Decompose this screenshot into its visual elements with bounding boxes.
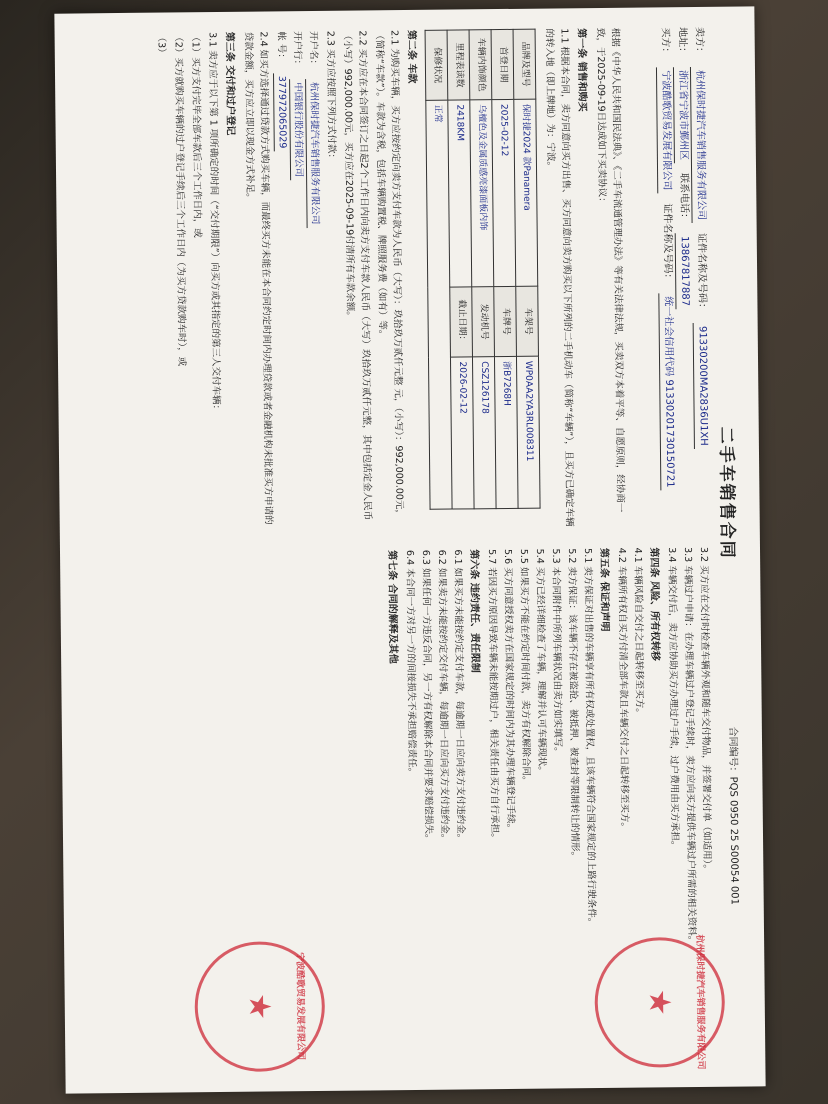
intro-paragraph: 根据《中华人民共和国民法典》、《二手车流通管理办法》等有关法律法规，买卖双方本着平等、自愿原则，经协商一致，于2025-09-19日达成如下买卖协议： bbox=[594, 27, 626, 513]
section-3-1b: （2）买方就购买车辆的过户登记手续后三个工作日内（为买方贷款购车时），或 bbox=[172, 32, 188, 367]
bank-label: 开户行： bbox=[291, 31, 303, 70]
section-title: 第四条 风险、所有权转移 bbox=[647, 547, 661, 661]
clause-paragraph: 4.1 车辆风险自交付之日起转移至买方。 bbox=[631, 547, 645, 718]
reg-date-value: 2025-02-12 bbox=[492, 99, 516, 286]
section-title: 第六条 违约责任、责任限制 bbox=[467, 549, 481, 673]
buyer-id-label: 证件名称及号码： bbox=[661, 203, 674, 284]
interior-label: 车辆内饰颜色 bbox=[469, 30, 492, 100]
clause-paragraph: 6.1 如果买方未能按约定支付车款，每逾期一日应向卖方支付违约金。 bbox=[451, 549, 467, 844]
section-2-3: 2.3 买方应按照下列方式付款： bbox=[324, 30, 337, 163]
vehicle-table bbox=[425, 29, 541, 510]
bank-value: 中国银行股份有限公司 bbox=[289, 79, 306, 180]
contract-paper bbox=[54, 6, 765, 1093]
clause-paragraph: 4.2 车辆所有权自买方付清全部车款且车辆交付之日起转移至买方。 bbox=[615, 547, 630, 832]
stamp-star-icon: ★ bbox=[642, 988, 678, 1017]
engine-no-label: 发动机号 bbox=[472, 287, 495, 357]
mileage-value: 2418KM bbox=[448, 100, 472, 287]
buyer-stamp-text: 宁波酷歌贸易发展有限公司 bbox=[294, 952, 306, 1061]
account-value: 377972065029 bbox=[273, 73, 290, 152]
warranty-value: 正常 bbox=[426, 100, 452, 509]
clause-paragraph: 6.3 如果任何一方违反合同，另一方有权解除本合同并要求赔偿损失。 bbox=[419, 549, 435, 844]
contract-title: 二手车销售合同 bbox=[715, 426, 738, 560]
seller-label: 卖方： bbox=[693, 26, 705, 58]
clause-paragraph: 5.6 买方同意授权卖方在国家规定的时间内为其办理车辆登记手续。 bbox=[501, 548, 516, 834]
engine-no-value: CSZ126178 bbox=[472, 357, 496, 509]
section-2-title: 第二条 车款 bbox=[405, 29, 418, 84]
section-1-title: 第一条 销售和购买 bbox=[575, 28, 588, 112]
brand-label: 品牌及型号 bbox=[513, 29, 536, 99]
clause-paragraph: 5.1 卖方保证对出售的车辆享有所有权或处置权，且该车辆符合国家规定的上路行驶条件。 bbox=[581, 548, 597, 928]
seller-address-label: 地址： bbox=[676, 27, 688, 58]
account-name-label: 开户名： bbox=[307, 30, 319, 70]
seller-phone: 13867817887 bbox=[675, 233, 693, 309]
seller-address: 浙江省宁波市鄞州区 bbox=[673, 67, 691, 163]
seller-id: 91330200MA2836U1XH bbox=[693, 323, 711, 449]
section-2-2: 2.2 买方应在本合同签订之日起2个工作日内向卖方支付车款人民币（大写）玖拾玖万贰仟元整，其中包括定金人民币（小写）992,000.00元，买方应在2025-09-19付清所有车款余额。 bbox=[341, 30, 373, 521]
insurance-value: 2026-02-12 bbox=[450, 357, 474, 509]
contract-left-column bbox=[152, 28, 630, 533]
contract-number: 合同编号：PQS 0950 25 S00054 001 bbox=[726, 726, 740, 906]
clause-paragraph: 6.2 如果卖方未能按约定交付车辆，每逾期一日应向买方支付违约金。 bbox=[435, 549, 451, 844]
clause-paragraph: 3.2 买方应在交付时检查车辆外观和随车交付物品，并签署交付单（如适用）。 bbox=[697, 546, 713, 874]
plate-label: 车牌号 bbox=[494, 286, 517, 356]
interior-value: 乌檀色及金属质感亮漆面板内饰 bbox=[470, 100, 494, 287]
seller-phone-label: 联系电话： bbox=[678, 173, 690, 224]
seller-id-label: 证件名称及号码： bbox=[695, 232, 708, 313]
warranty-label: 保修状况 bbox=[425, 30, 448, 100]
clause-paragraph: 5.4 买方已经详细检查了车辆，理解并认可车辆现状。 bbox=[533, 548, 548, 776]
section-1-text: 1.1 根据本合同，卖方同意向买方出售、买方同意向卖方购买以下所列的二手机动车（简称“车辆”），且买方已确定车辆的转入地（即上牌地）为：宁波。 bbox=[543, 28, 575, 527]
section-title: 第七条 合同的解释及其他 bbox=[386, 550, 399, 664]
clause-paragraph: 3.3 车辆过户申请：在办理车辆过户登记手续时，卖方应向买方提供车辆过户所需的相关资料。 bbox=[681, 547, 698, 946]
buyer-stamp bbox=[194, 941, 325, 1072]
section-3-1c: （3） bbox=[155, 32, 167, 58]
clause-paragraph: 5.3 本合同附件中所列车辆状况由卖方如实填写。 bbox=[549, 548, 564, 757]
contract-page-rotated bbox=[54, 6, 765, 1093]
plate-value: 浙B7268H bbox=[494, 356, 518, 508]
seller-stamp-text: 杭州保时捷汽车销售服务有限公司 bbox=[694, 934, 706, 1070]
seller-name: 杭州保时捷汽车销售服务有限公司 bbox=[690, 67, 709, 223]
buyer-label: 买方： bbox=[659, 27, 671, 58]
vin-label: 车架号 bbox=[516, 286, 539, 356]
section-title: 第五条 保证和声明 bbox=[597, 547, 610, 632]
mileage-label: 里程表读数 bbox=[447, 30, 470, 100]
clause-paragraph: 5.7 若因买方原因导致车辆未能按期过户，相关责任由买方自行承担。 bbox=[485, 549, 501, 843]
section-3-1a: （1）买方支付完毕全部车款后三个工作日内，或 bbox=[189, 32, 203, 238]
clause-paragraph: 5.2 卖方保证：该车辆不存在被盗抢、被抵押、被查封等限制转让的情形。 bbox=[565, 548, 581, 861]
buyer-id: 统一社会信用代码 91330201730150721 bbox=[658, 293, 677, 491]
stamp-star-icon: ★ bbox=[242, 992, 278, 1021]
reg-date-label: 首登日期 bbox=[491, 29, 514, 99]
account-label: 帐 号： bbox=[275, 31, 287, 63]
clause-paragraph: 3.4 车辆交付后，卖方应协助买方办理过户手续，过户费用由买方承担。 bbox=[665, 547, 681, 851]
seller-stamp bbox=[594, 934, 725, 1070]
section-3-title: 第三条 交付和过户登记 bbox=[223, 31, 236, 136]
section-2-4: 2.4 如买方选择通过贷款方式购买车辆，而最终买方未能在本合同约定时间内办理贷款或者金融机构未批准买方申请的贷款金额，买方应立即以现金方式补足。 bbox=[242, 31, 274, 525]
vin-value: WP0AA2YA3RL008311 bbox=[516, 356, 540, 508]
buyer-name: 宁波酷歌贸易发展有限公司 bbox=[656, 67, 674, 193]
account-name-value: 杭州保时捷汽车销售服务有限公司 bbox=[305, 79, 323, 228]
brand-value: 保时捷2024 款Panamera bbox=[514, 99, 538, 286]
insurance-label: 截止日期： bbox=[450, 287, 473, 357]
section-2-1: 2.1 为购买车辆，买方应按约定向卖方支付车款为人民币（大写）：玖拾玖万贰仟元整 元，（小写）：992,000.00元，（简称“车款”）。车款为含税，包括车辆购置税、牌照服务费（如有）等。 bbox=[373, 30, 405, 519]
clause-paragraph: 6.4 本合同一方对另一方的间接损失不承担赔偿责任。 bbox=[404, 549, 418, 778]
section-3-1: 3.1 卖方应于以下第 1 项所确定的时间（“交付期限”）向买方或其指定的第三人交付车辆： bbox=[206, 31, 222, 415]
clause-paragraph: 5.5 如果买方不能在约定时间付款，卖方有权解除合同。 bbox=[517, 548, 532, 786]
